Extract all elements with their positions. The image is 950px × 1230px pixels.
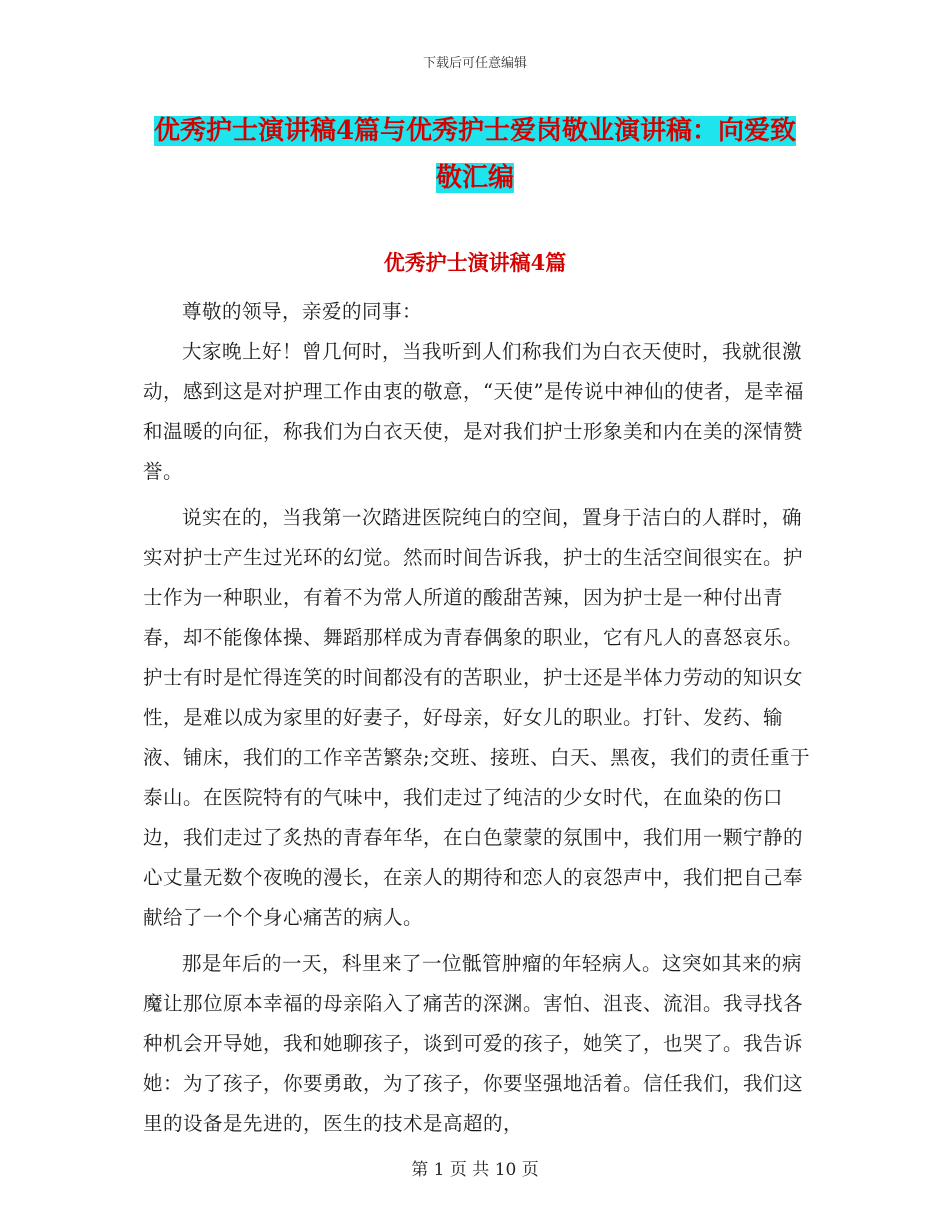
document-title [150,108,800,202]
document-title-text: 优秀护士演讲稿4篇与优秀护士爱岗敬业演讲稿：向爱致敬汇编 [153,116,797,193]
page-header: 下载后可任意编辑 [422,56,527,71]
body-paragraph: 那是年后的一天，科里来了一位骶管肿瘤的年轻病人。这突如其来的病魔让那位原本幸福的母亲陷入了痛苦的深渊。害怕、沮丧、流泪。我寻找各种机会开导她，我和她聊孩子，谈到可爱的孩子，她笑了，也哭了。我告诉她：为了孩子，你要勇敢，为了孩子，你要坚强地活着。信任我们，我们这里的设备是先进的，医生的技术是高超的， [143,952,804,1135]
body-paragraph: 说实在的，当我第一次踏进医院纯白的空间，置身于洁白的人群时，确实对护士产生过光环的幻觉。然而时间告诉我，护士的生活空间很实在。护士作为一种职业，有着不为常人所道的酸甜苦辣，因为护士是一种付出青春，却不能像体操、舞蹈那样成为青春偶象的职业，它有凡人的喜怒哀乐。护士有时是忙得连笑的时间都没有的苦职业，护士还是半体力劳动的知识女性，是难以成为家里的好妻子，好母亲，好女儿的职业。打针、发药、输液、铺床，我们的工作辛苦繁杂;交班、接班、白天、黑夜，我们的责任重于泰山。在医院特有的气味中，我们走过了纯洁的少女时代，在血染的伤口边，我们走过了炙热的青春年华，在白色蒙蒙的氛围中，我们用一颗宁静的心丈量无数个夜晚的漫长，在亲人的期待和恋人的哀怨声中，我们把自己奉献给了一个个身心痛苦的病人。 [143,506,811,929]
document-body [143,292,815,1144]
body-paragraph: 大家晚上好！曾几何时，当我听到人们称我们为白衣天使时，我就很激动，感到这是对护理工作由衷的敬意，“天使”是传说中神仙的使者，是幸福和温暖的向征，称我们为白衣天使，是对我们护士形象美和内在美的深情赞誉。 [143,340,804,483]
salutation-paragraph: 尊敬的领导，亲爱的同事： [182,300,423,323]
page-footer: 第 1 页 共 10 页 [411,1160,539,1180]
section-title: 优秀护士演讲稿4篇 [383,250,567,275]
